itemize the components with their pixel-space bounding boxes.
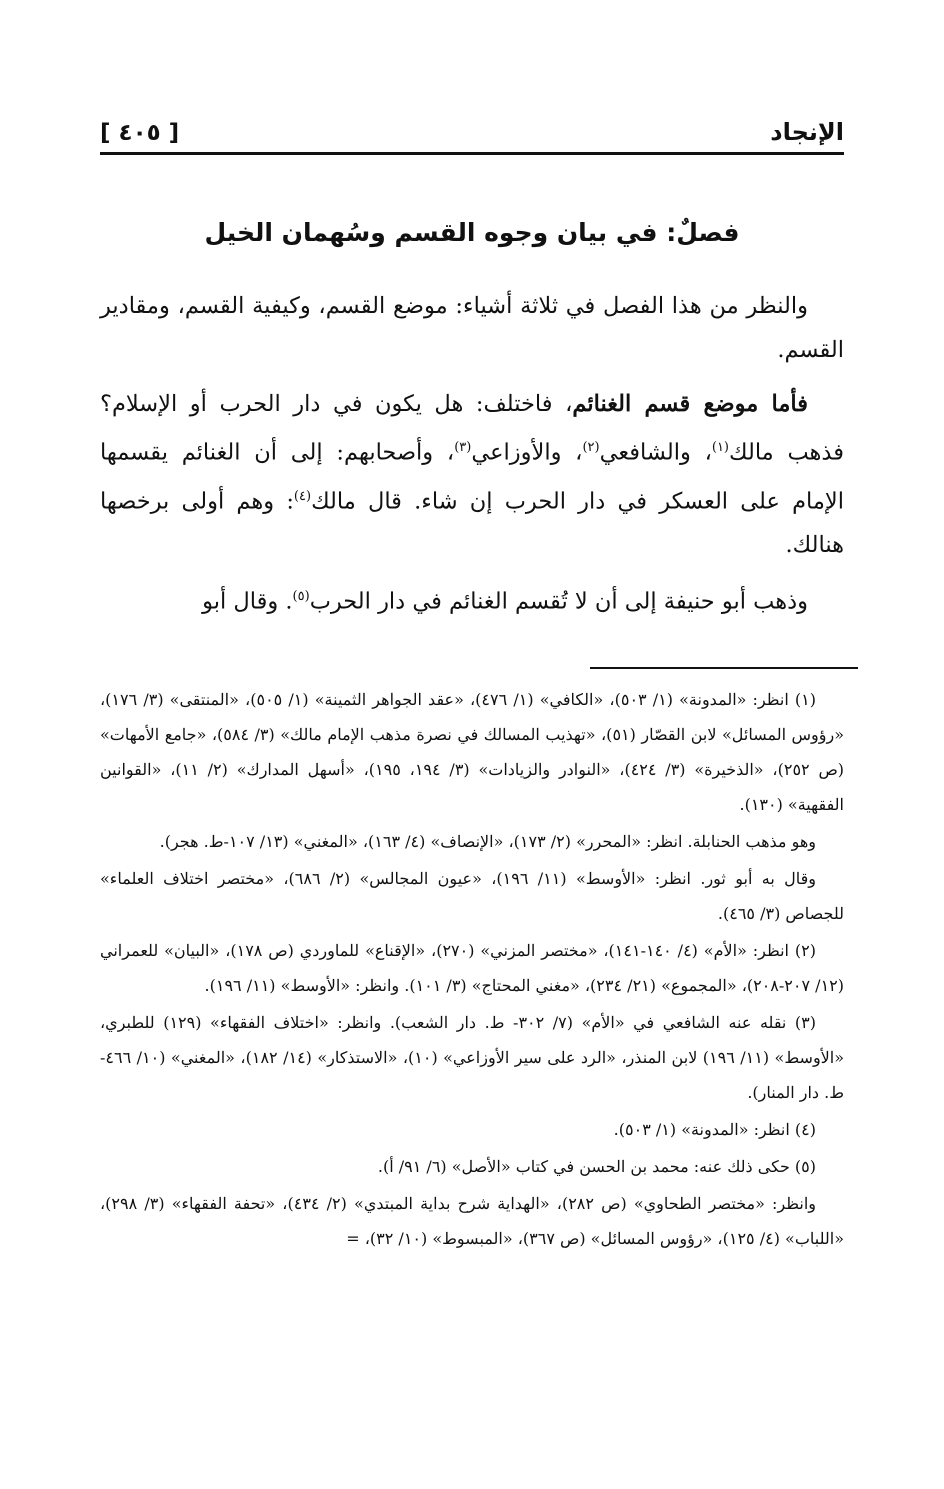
paragraph-2 [100, 382, 844, 567]
footnotes [100, 682, 844, 1258]
page-header [100, 108, 844, 155]
paragraph-1: والنظر من هذا الفصل في ثلاثة أشياء: موضع القسم، وكيفية القسم، ومقادير القسم. [100, 293, 844, 363]
footnote-1-abu-thawr: وقال به أبو ثور. انظر: «الأوسط» (١١/ ١٩٦)، «عيون المجالس» (٢/ ٦٨٦)، «مختصر اختلاف العلماء» للجصاص (٣/ ٤٦٥). [100, 869, 844, 923]
footnote-ref-5[interactable]: (٥) [292, 589, 310, 604]
paragraph-3-text-a: وذهب أبو حنيفة إلى أن لا تُقسم الغنائم في دار الحرب [309, 588, 808, 615]
footnote-ref-2[interactable]: (٢) [582, 440, 600, 455]
paragraph-3-text-b: . وقال أبو [202, 588, 293, 615]
footnote-ref-3[interactable]: (٣) [454, 440, 472, 455]
footnote-1: (١) انظر: «المدونة» (١/ ٥٠٣)، «الكافي» (١/ ٤٧٦)، «عقد الجواهر الثمينة» (١/ ٥٠٥)، «المنتقى» (٣/ ١٧٦)، «رؤوس المسائل» لابن القصّار (٥١)، «تهذيب المسالك في نصرة مذهب الإمام مالك» (٣/ ٥٨٤)، «جامع الأمهات» (ص ٢٥٢)، «الذخيرة» (٣/ ٤٢٤)، «النوادر والزيادات» (٣/ ١٩٤، ١٩٥)، «أسهل المدارك» (٢/ ١١)، «القوانين الفقهية» (١٣٠). [100, 690, 845, 814]
footnote-ref-1[interactable]: (١) [711, 440, 729, 455]
section-heading: فصلٌ: في بيان وجوه القسم وسُهمان الخيل [204, 218, 740, 247]
footnote-ref-4[interactable]: (٤) [293, 488, 312, 504]
footnote-5: (٥) حكى ذلك عنه: محمد بن الحسن في كتاب «الأصل» (٦/ ٩١/ أ). [377, 1157, 816, 1176]
footnote-4: (٤) انظر: «المدونة» (١/ ٥٠٣). [613, 1120, 816, 1139]
footnote-5-continued: وانظر: «مختصر الطحاوي» (ص ٢٨٢)، «الهداية شرح بداية المبتدي» (٢/ ٤٣٤)، «تحفة الفقهاء» (٣/ ٢٩٨)، «اللباب» (٤/ ١٢٥)، «رؤوس المسائل» (ص ٣٦٧)، «المبسوط» (١٠/ ٣٢)، = [100, 1194, 844, 1248]
paragraph-2-text-c: ، والأوزاعي [471, 439, 583, 466]
paragraph-2-text-a: ، فاختلف: هل يكون في دار الحرب أو الإسلام؟ فذهب مالك [100, 391, 844, 466]
paragraph-2-text-b: ، والشافعي [599, 439, 712, 466]
footnote-2: (٢) انظر: «الأم» (٤/ ١٤٠-١٤١)، «مختصر المزني» (٢٧٠)، «الإقناع» للماوردي (ص ١٧٨)، «البيان» للعمراني (١٢/ ٢٠٧-٢٠٨)، «المجموع» (٢١/ ٢٣٤)، «مغني المحتاج» (٣/ ١٠١). وانظر: «الأوسط» (١١/ ١٩٦). [100, 941, 844, 995]
footnote-3: (٣) نقله عنه الشافعي في «الأم» (٧/ ٣٠٢- ط. دار الشعب). وانظر: «اختلاف الفقهاء» (١٢٩) للطبري، «الأوسط» (١١/ ١٩٦) لابن المنذر، «الرد على سير الأوزاعي» (١٠)، «الاستذكار» (١٤/ ١٨٢)، «المغني» (١٠/ ٤٦٦- ط. دار المنار). [100, 1013, 845, 1102]
body-text [100, 284, 844, 634]
running-title: الإنجاد [770, 118, 844, 146]
page-number: [ ٤٠٥ ] [100, 120, 180, 146]
paragraph-2-text-d: ، وأصحابهم: إلى أن الغنائم يقسمها الإمام على العسكر في دار الحرب إن شاء. قال مالك [100, 439, 844, 514]
footnote-1-hanbali: وهو مذهب الحنابلة. انظر: «المحرر» (٢/ ١٧٣)، «الإنصاف» (٤/ ١٦٣)، «المغني» (١٣/ ١٠٧-ط. هجر). [159, 832, 816, 851]
paragraph-2-text-e: : وهم أولى برخصها هنالك. [100, 488, 844, 558]
footnote-separator [590, 667, 858, 669]
paragraph-2-lead: فأما موضع قسم الغنائم [572, 391, 809, 417]
paragraph-3 [100, 575, 844, 624]
